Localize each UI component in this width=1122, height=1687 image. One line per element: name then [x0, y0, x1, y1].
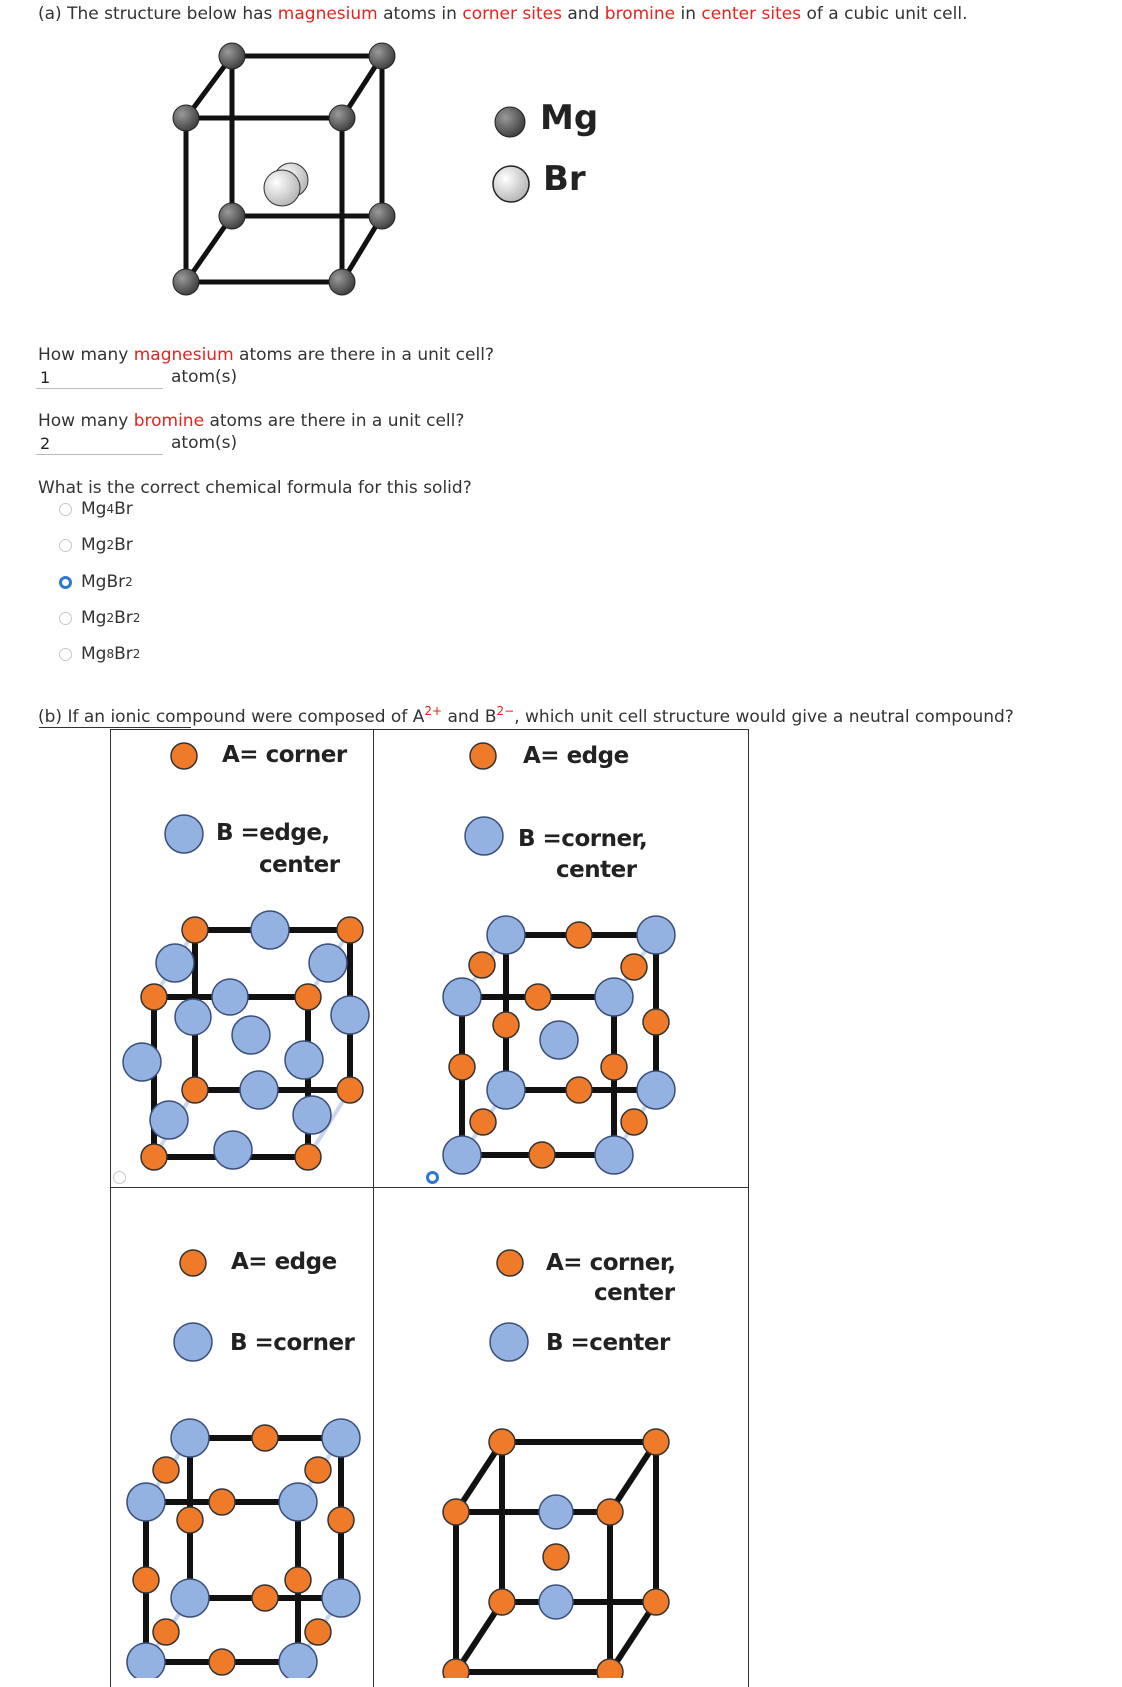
b-ion — [595, 978, 633, 1016]
a-ion — [597, 1499, 623, 1525]
mg-atom — [329, 105, 355, 131]
a-ion — [153, 1457, 179, 1483]
a-ion — [643, 1429, 669, 1455]
a-ion — [621, 1109, 647, 1135]
cell-3-b-label: B =corner — [230, 1330, 355, 1356]
charge-b: 2− — [496, 704, 515, 718]
a-ion — [295, 1144, 321, 1170]
b-ion — [443, 1136, 481, 1174]
option-subscript: 2 — [106, 611, 115, 625]
option-text: Mg — [81, 572, 107, 592]
cell-4-a-label-cont: center — [594, 1280, 675, 1306]
a-ion — [209, 1489, 235, 1515]
cell-3-a-label: A= edge — [231, 1249, 337, 1275]
b-ion — [285, 1041, 323, 1079]
question-text: atoms are there in a unit cell? — [233, 345, 494, 365]
cell-1-b-label: B =edge, — [216, 820, 330, 846]
cell-2-b-label-cont: center — [556, 857, 637, 883]
formula-option-selected[interactable] — [59, 570, 133, 594]
b-ion — [539, 1495, 573, 1529]
mg-atom — [329, 269, 355, 295]
a-ion — [337, 1077, 363, 1103]
a-ion — [525, 984, 551, 1010]
a-ion — [493, 1012, 519, 1038]
a-ion — [182, 917, 208, 943]
question-text: (b) If an ionic compound were composed of A — [38, 707, 425, 727]
b-ion — [487, 916, 525, 954]
b-ion — [443, 978, 481, 1016]
formula-option[interactable] — [59, 497, 133, 521]
part-a-intro — [38, 4, 968, 24]
a-ion — [305, 1619, 331, 1645]
a-ion — [601, 1054, 627, 1080]
b-ion — [171, 1419, 209, 1457]
mg-legend-icon — [492, 104, 528, 140]
b-ion — [123, 1043, 161, 1081]
cell-2-b-label: B =corner, — [518, 826, 648, 852]
a-ion — [133, 1567, 159, 1593]
b-ion — [322, 1579, 360, 1617]
radio-button[interactable] — [59, 648, 72, 661]
b-ion — [595, 1136, 633, 1174]
a-ion — [177, 1507, 203, 1533]
cell-2-structure-diagram — [436, 905, 686, 1175]
mgbr-unit-cell-diagram — [170, 36, 430, 306]
part-b-question — [38, 704, 1014, 727]
option-subscript: 4 — [106, 502, 115, 516]
b-ion — [175, 999, 211, 1035]
b-ion — [240, 1071, 278, 1109]
a-ion — [182, 1077, 208, 1103]
formula-option[interactable] — [59, 533, 133, 557]
b-ion — [150, 1101, 188, 1139]
legend-mg-label: Mg — [540, 98, 599, 138]
b-ion — [637, 916, 675, 954]
intro-bromine: bromine — [604, 4, 676, 24]
mg-atom — [219, 43, 245, 69]
option-text: Mg — [81, 608, 107, 628]
a-ion — [285, 1567, 311, 1593]
radio-button-selected[interactable] — [59, 576, 72, 589]
bromine-count-input[interactable] — [36, 433, 163, 455]
option-subscript: 8 — [106, 647, 115, 661]
cell-3-structure-diagram — [118, 1410, 370, 1678]
b-ion — [127, 1643, 165, 1678]
b-ion-icon — [462, 814, 506, 858]
b-ion — [251, 911, 289, 949]
radio-button[interactable] — [59, 612, 72, 625]
option-text: Br — [114, 608, 133, 628]
intro-text: of a cubic unit cell. — [801, 4, 968, 24]
b-ion — [293, 1096, 331, 1134]
legend-br-label: Br — [543, 159, 586, 199]
question-text: and B — [442, 707, 497, 727]
br-atom — [264, 170, 300, 206]
a-ion — [597, 1659, 623, 1678]
formula-option[interactable] — [59, 606, 140, 630]
b-ion — [309, 944, 347, 982]
question-text: atoms are there in a unit cell? — [204, 411, 465, 431]
mg-atom — [369, 203, 395, 229]
question-text: , which unit cell structure would give a neutral compound? — [514, 707, 1014, 727]
a-ion-icon — [168, 740, 200, 772]
b-ion — [171, 1579, 209, 1617]
a-ion — [252, 1425, 278, 1451]
mg-atom — [173, 105, 199, 131]
b-ion — [127, 1483, 165, 1521]
b-ion — [331, 996, 369, 1034]
a-ion — [141, 984, 167, 1010]
formula-option[interactable] — [59, 642, 140, 666]
mg-atom — [173, 269, 199, 295]
magnesium-count-input[interactable] — [36, 367, 163, 389]
intro-text: (a) The structure below has — [38, 4, 278, 24]
option-text: Mg — [81, 644, 107, 664]
b-ion — [212, 979, 248, 1015]
option-text: Mg — [81, 535, 107, 555]
a-ion — [141, 1144, 167, 1170]
radio-button[interactable] — [59, 539, 72, 552]
b-ion — [637, 1071, 675, 1109]
magnesium-unit-label: atom(s) — [171, 367, 238, 387]
a-ion — [643, 1589, 669, 1615]
a-ion-icon — [494, 1247, 526, 1279]
b-ion-icon — [487, 1320, 531, 1364]
option-text: Br — [114, 535, 133, 555]
a-ion — [209, 1649, 235, 1675]
radio-button[interactable] — [59, 503, 72, 516]
a-ion — [449, 1054, 475, 1080]
option-text: Mg — [81, 499, 107, 519]
cell-1-structure-diagram — [120, 905, 370, 1175]
question-magnesium: magnesium — [133, 345, 234, 365]
b-ion — [156, 944, 194, 982]
b-ion — [322, 1419, 360, 1457]
cell-4-structure-diagram — [440, 1410, 680, 1678]
intro-text: atoms in — [377, 4, 463, 24]
a-ion — [566, 1077, 592, 1103]
question-bromine: bromine — [133, 411, 205, 431]
question-magnesium-count — [38, 345, 494, 365]
a-ion — [443, 1659, 469, 1678]
a-ion — [643, 1009, 669, 1035]
charge-a: 2+ — [424, 704, 443, 718]
question-underline — [39, 727, 191, 728]
b-ion — [487, 1071, 525, 1109]
a-ion — [529, 1142, 555, 1168]
a-ion — [469, 952, 495, 978]
intro-text: in — [675, 4, 702, 24]
a-ion — [305, 1457, 331, 1483]
option-text: Br — [106, 572, 126, 592]
intro-corner-sites: corner sites — [462, 4, 562, 24]
a-ion — [566, 922, 592, 948]
cell-4-b-label: B =center — [546, 1330, 670, 1356]
a-ion — [443, 1499, 469, 1525]
b-ion — [232, 1016, 270, 1054]
a-ion-icon — [467, 740, 499, 772]
a-ion — [295, 984, 321, 1010]
option-subscript: 2 — [106, 538, 115, 552]
a-ion — [543, 1544, 569, 1570]
question-bromine-count — [38, 411, 464, 431]
b-ion-icon — [162, 812, 206, 856]
question-formula: What is the correct chemical formula for this solid? — [38, 478, 472, 498]
bromine-unit-label: atom(s) — [171, 433, 238, 453]
cell-2-a-label: A= edge — [523, 743, 629, 769]
b-ion — [214, 1131, 252, 1169]
a-ion — [470, 1109, 496, 1135]
br-legend-icon — [490, 163, 532, 205]
cell-4-a-label: A= corner, — [546, 1250, 676, 1276]
option-subscript: 2 — [125, 575, 133, 589]
a-ion — [489, 1589, 515, 1615]
intro-text: and — [561, 4, 605, 24]
cell-1-a-label: A= corner — [222, 742, 347, 768]
intro-center-sites: center sites — [701, 4, 802, 24]
a-ion — [252, 1585, 278, 1611]
b-ion — [279, 1483, 317, 1521]
option-subscript: 2 — [132, 611, 141, 625]
a-ion — [153, 1619, 179, 1645]
b-ion — [539, 1585, 573, 1619]
option-text: Br — [114, 499, 133, 519]
a-ion — [337, 917, 363, 943]
b-ion-icon — [171, 1320, 215, 1364]
a-ion — [328, 1507, 354, 1533]
cell-1-b-label-cont: center — [259, 852, 340, 878]
option-subscript: 2 — [132, 647, 141, 661]
intro-magnesium: magnesium — [277, 4, 378, 24]
b-ion — [279, 1643, 317, 1678]
b-ion — [540, 1021, 578, 1059]
a-ion — [489, 1429, 515, 1455]
a-ion-icon — [177, 1247, 209, 1279]
question-text: How many — [38, 411, 134, 431]
mg-atom — [369, 43, 395, 69]
option-text: Br — [114, 644, 133, 664]
question-text: How many — [38, 345, 134, 365]
mg-atom — [219, 203, 245, 229]
a-ion — [621, 954, 647, 980]
